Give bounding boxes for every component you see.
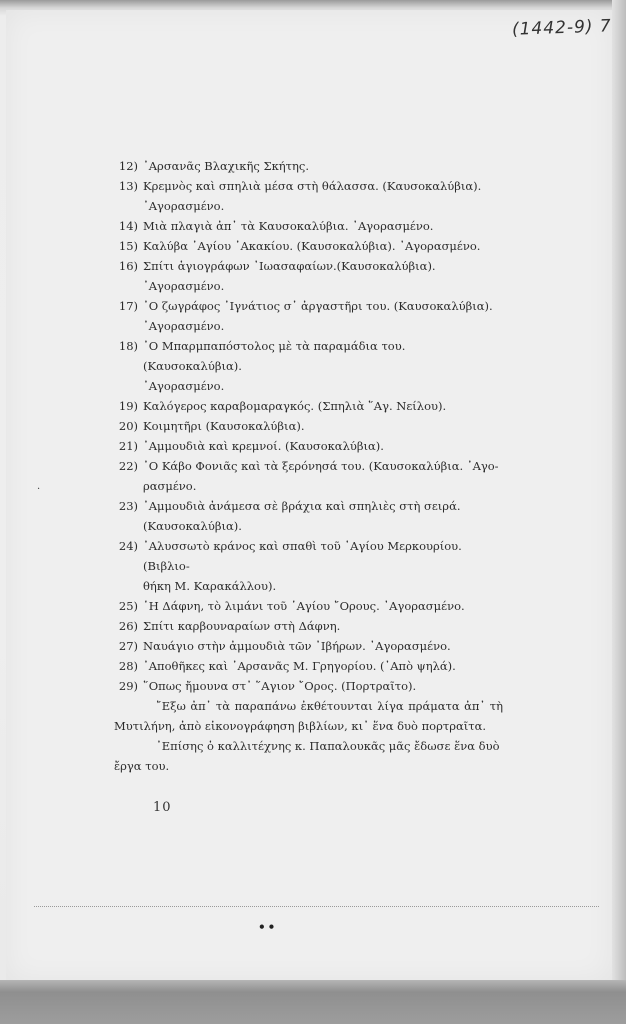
list-item <box>108 636 503 656</box>
list-item <box>108 216 503 236</box>
entry-number: 13) <box>118 179 138 193</box>
list-item <box>108 336 503 396</box>
entry-line: ᾿Αγορασμένο. <box>143 199 225 213</box>
entry-text <box>143 236 503 256</box>
entry-line: ᾿Αλυσσωτὸ κράνος καὶ σπαθὶ τοῦ ῾Αγίου Μερκουρίου. (Βιβλιο- <box>143 539 462 573</box>
list-item <box>108 536 503 596</box>
entry-line: ῞Οπως ἤμουνα στ᾿ ῞Αγιον ῎Ορος. (Πορτραῖτο). <box>143 679 417 693</box>
entry-text <box>143 656 503 676</box>
entry-line: Κοιμητῆρι (Καυσοκαλύβια). <box>143 419 305 433</box>
entry-line: (Καυσοκαλύβια). <box>143 519 242 533</box>
entry-line: ᾿Αρσανᾶς Βλαχικῆς Σκήτης. <box>143 159 309 173</box>
entry-line: ρασμένο. <box>143 479 197 493</box>
entry-text <box>143 536 503 596</box>
entry-line: ᾿Ο ζωγράφος ᾿Ιγνάτιος σ᾿ ἀργαστῆρι του. (Καυσοκαλύβια). <box>143 299 493 313</box>
entry-text <box>143 416 503 436</box>
entry-number: 23) <box>118 499 138 513</box>
entry-number: 28) <box>118 659 138 673</box>
entry-text <box>143 396 503 416</box>
list-item <box>108 396 503 416</box>
closing-paragraph: ᾿Επίσης ὁ καλλιτέχνης κ. Παπαλουκᾶς μᾶς ἔδωσε ἕνα δυὸ ἔργα του. <box>114 739 500 773</box>
entry-text <box>143 456 503 496</box>
entry-number: 22) <box>118 459 138 473</box>
entry-number: 18) <box>118 339 138 353</box>
entry-number: 24) <box>118 539 138 553</box>
entry-line: ᾿Ο Μπαρμπαπόστολος μὲ τὰ παραμάδια του. (Καυσοκαλύβια). <box>143 339 406 373</box>
entry-line: ᾿Ο Κάβο Φονιᾶς καὶ τὰ ξερόνησά του. (Καυσοκαλύβια. ᾿Αγο- <box>143 459 499 473</box>
entry-text <box>143 676 503 696</box>
page-number: 10 <box>153 800 172 815</box>
list-item <box>108 416 503 436</box>
entry-number: 15) <box>118 239 138 253</box>
entry-line: ᾿Αγορασμένο. <box>143 319 225 333</box>
list-item <box>108 256 503 296</box>
entry-line: Σπίτι καρβουναραίων στὴ Δάφνη. <box>143 619 341 633</box>
entry-text <box>143 256 503 296</box>
entry-line: Κρεμνὸς καὶ σπηλιὰ μέσα στὴ θάλασσα. (Καυσοκαλύβια). <box>143 179 482 193</box>
list-item <box>108 176 503 216</box>
entry-number: 21) <box>118 439 138 453</box>
list-item <box>108 296 503 336</box>
entry-text <box>143 216 503 236</box>
entry-text <box>143 616 503 636</box>
entry-line: Μιὰ πλαγιὰ ἀπ᾿ τὰ Καυσοκαλύβια. ᾿Αγορασμένο. <box>143 219 434 233</box>
list-item <box>108 656 503 676</box>
entry-line: ᾿Αμμουδιὰ ἀνάμεσα σὲ βράχια καὶ σπηλιὲς στὴ σειρά. <box>143 499 461 513</box>
entry-text <box>143 296 503 336</box>
bottom-marks: •• <box>258 920 278 934</box>
entry-number: 20) <box>118 419 138 433</box>
entry-number: 25) <box>118 599 138 613</box>
entry-text <box>143 636 503 656</box>
entry-line: ᾿Αποθῆκες καὶ ᾿Αρσανᾶς Μ. Γρηγορίου. (᾿Απὸ ψηλά). <box>143 659 456 673</box>
list-item <box>108 236 503 256</box>
closing-paragraph: ῎Εξω ἀπ᾿ τὰ παραπάνω ἐκθέτουνται λίγα πράματα ἀπ᾿ τὴ Μυτιλήνη, ἀπὸ εἰκονογράφηση βιβλίων, κι᾿ ἕνα δυὸ πορτραῖτα. <box>114 699 503 733</box>
list-item <box>108 596 503 616</box>
perforation-line <box>34 906 599 907</box>
entry-line: θήκη Μ. Καρακάλλου). <box>143 579 277 593</box>
entry-text <box>143 156 503 176</box>
entry-number: 16) <box>118 259 138 273</box>
entry-line: Σπίτι ἁγιογράφων ᾿Ιωασαφαίων.(Καυσοκαλύβια). ᾿Αγορασμένο. <box>143 259 436 293</box>
entry-text <box>143 176 503 216</box>
exhibit-list <box>108 156 503 776</box>
entry-line: ᾿Αμμουδιὰ καὶ κρεμνοί. (Καυσοκαλύβια). <box>143 439 384 453</box>
list-item <box>108 616 503 636</box>
list-item <box>108 676 503 696</box>
entries-container <box>108 156 503 696</box>
entry-line: ᾿Αγορασμένο. <box>143 379 225 393</box>
entry-number: 26) <box>118 619 138 633</box>
entry-number: 12) <box>118 159 138 173</box>
entry-number: 27) <box>118 639 138 653</box>
page-edge-shadow <box>612 0 626 1024</box>
entry-line: Καλόγερος καραβομαραγκός. (Σπηλιὰ ῞Αγ. Νείλου). <box>143 399 447 413</box>
entry-line: Ναυάγιο στὴν ἀμμουδιὰ τῶν ᾿Ιβήρων. ᾿Αγορασμένο. <box>143 639 451 653</box>
entry-text <box>143 336 503 396</box>
list-item <box>108 436 503 456</box>
list-item <box>108 456 503 496</box>
list-item <box>108 496 503 536</box>
entry-line: Καλύβα ᾿Αγίου ᾿Ακακίου. (Καυσοκαλύβια). ᾿Αγορασμένο. <box>143 239 481 253</box>
entry-line: ῾Η Δάφνη, τὸ λιμάνι τοῦ ῾Αγίου ῎Ορους. ᾿Αγορασμένο. <box>143 599 465 613</box>
entry-number: 19) <box>118 399 138 413</box>
entry-number: 17) <box>118 299 138 313</box>
list-item <box>108 156 503 176</box>
entry-number: 29) <box>118 679 138 693</box>
entry-number: 14) <box>118 219 138 233</box>
entry-text <box>143 496 503 536</box>
margin-mark: · <box>37 484 41 495</box>
entry-text <box>143 436 503 456</box>
scanner-bottom-band <box>0 980 626 1024</box>
archive-reference: (1442-9) 7 <box>511 16 613 40</box>
entry-text <box>143 596 503 616</box>
